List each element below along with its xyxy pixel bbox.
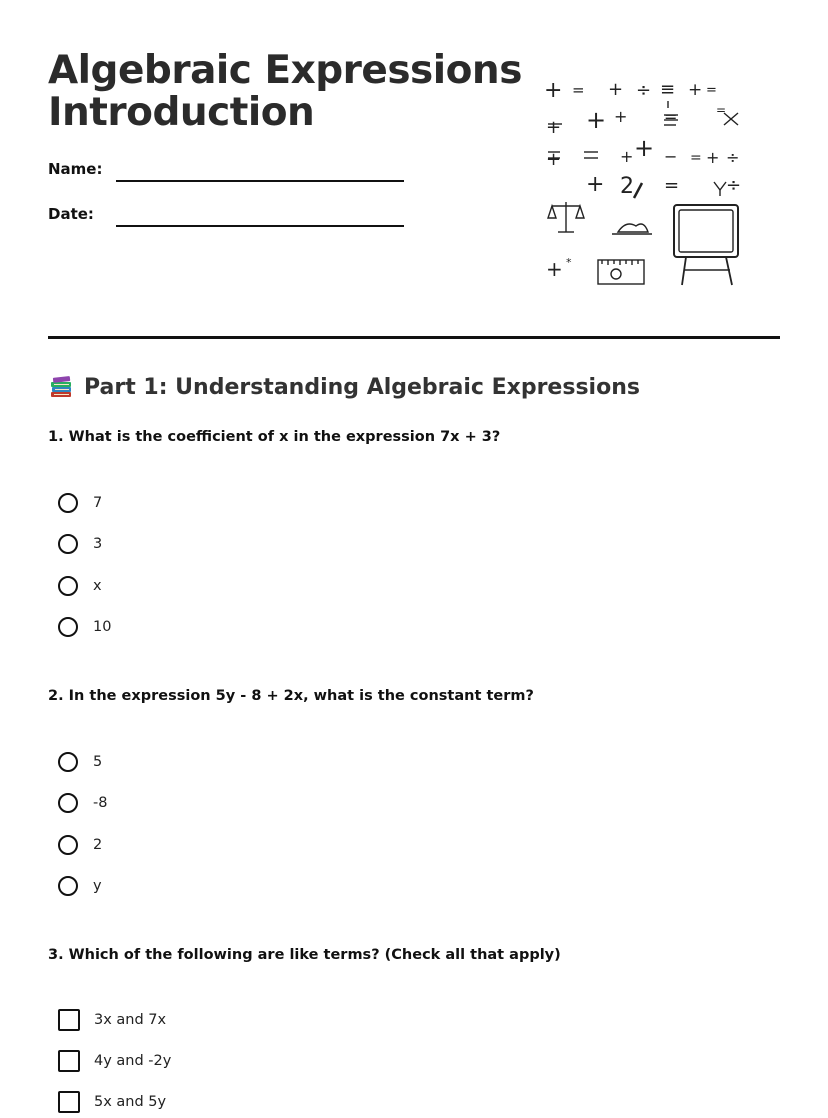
radio-button[interactable] bbox=[58, 793, 78, 813]
hero-glyph: 2 bbox=[620, 174, 634, 199]
option-label: x bbox=[93, 578, 102, 594]
hero-glyph: + bbox=[614, 107, 628, 126]
hero-glyph: + bbox=[634, 134, 655, 162]
name-input-line[interactable] bbox=[116, 180, 404, 182]
checkbox[interactable] bbox=[58, 1091, 80, 1113]
hero-glyph: = bbox=[706, 83, 717, 98]
q2-option-3[interactable] bbox=[58, 833, 102, 857]
books-icon bbox=[48, 374, 74, 400]
option-label: 7 bbox=[93, 495, 103, 511]
hero-glyph: + bbox=[586, 172, 605, 197]
part-1-heading-text: Part 1: Understanding Algebraic Expressions bbox=[84, 374, 640, 400]
hero-glyph: + bbox=[586, 106, 607, 134]
hero-glyph: + bbox=[544, 78, 563, 103]
hero-glyph: = bbox=[664, 107, 678, 126]
title-line-2: Introduction bbox=[48, 90, 315, 135]
hero-glyph: − bbox=[664, 147, 678, 166]
q1-option-2[interactable] bbox=[58, 532, 102, 556]
q1-option-4[interactable] bbox=[58, 615, 111, 639]
option-label: 3x and 7x bbox=[94, 1012, 167, 1028]
hero-glyph: ÷ bbox=[726, 148, 740, 167]
hero-glyph: = bbox=[716, 103, 727, 117]
checkbox[interactable] bbox=[58, 1009, 80, 1031]
radio-button[interactable] bbox=[58, 752, 78, 772]
hero-glyph: ≡ bbox=[660, 79, 676, 100]
worksheet-title bbox=[48, 50, 522, 134]
option-label: y bbox=[93, 878, 102, 894]
hero-glyph: + bbox=[688, 80, 703, 100]
hero-glyph: + bbox=[608, 79, 624, 100]
question-2: 2. In the expression 5y - 8 + 2x, what is the constant term? bbox=[48, 688, 534, 704]
math-doodles-illustration bbox=[540, 70, 780, 295]
option-label: 10 bbox=[93, 619, 112, 635]
q3-option-3[interactable] bbox=[58, 1090, 166, 1114]
hero-glyph: = bbox=[664, 175, 680, 196]
option-label: 3 bbox=[93, 536, 103, 552]
part-1-heading bbox=[48, 374, 640, 400]
date-input-line[interactable] bbox=[116, 225, 404, 227]
option-label: 2 bbox=[93, 837, 103, 853]
date-label: Date: bbox=[48, 205, 94, 223]
hero-glyph: + bbox=[546, 117, 562, 138]
q1-option-1[interactable] bbox=[58, 491, 102, 515]
q3-option-2[interactable] bbox=[58, 1049, 171, 1073]
hero-glyph: + bbox=[706, 148, 720, 167]
hero-glyph: + bbox=[546, 149, 562, 170]
q3-option-1[interactable] bbox=[58, 1008, 166, 1032]
option-label: 5 bbox=[93, 754, 103, 770]
hero-glyph: + bbox=[620, 147, 634, 166]
hero-glyph: ÷ bbox=[726, 175, 742, 196]
hero-glyph: + bbox=[546, 257, 563, 281]
option-label: 5x and 5y bbox=[94, 1094, 167, 1110]
checkbox[interactable] bbox=[58, 1050, 80, 1072]
q2-option-1[interactable] bbox=[58, 750, 102, 774]
question-3: 3. Which of the following are like terms? (Check all that apply) bbox=[48, 947, 561, 963]
option-label: -8 bbox=[93, 795, 108, 811]
radio-button[interactable] bbox=[58, 576, 78, 596]
section-divider bbox=[48, 336, 780, 339]
radio-button[interactable] bbox=[58, 617, 78, 637]
q1-option-3[interactable] bbox=[58, 574, 102, 598]
q2-option-2[interactable] bbox=[58, 791, 107, 815]
radio-button[interactable] bbox=[58, 835, 78, 855]
q2-option-4[interactable] bbox=[58, 874, 102, 898]
hero-glyph: * bbox=[566, 256, 572, 269]
option-label: 4y and -2y bbox=[94, 1053, 172, 1069]
question-1: 1. What is the coefficient of x in the expression 7x + 3? bbox=[48, 429, 501, 445]
hero-glyph: ÷ bbox=[636, 80, 652, 101]
radio-button[interactable] bbox=[58, 876, 78, 896]
hero-glyph: = bbox=[572, 81, 585, 99]
hero-glyph: = bbox=[690, 150, 702, 166]
radio-button[interactable] bbox=[58, 534, 78, 554]
title-line-1: Algebraic Expressions bbox=[48, 48, 522, 93]
radio-button[interactable] bbox=[58, 493, 78, 513]
name-label: Name: bbox=[48, 160, 103, 178]
